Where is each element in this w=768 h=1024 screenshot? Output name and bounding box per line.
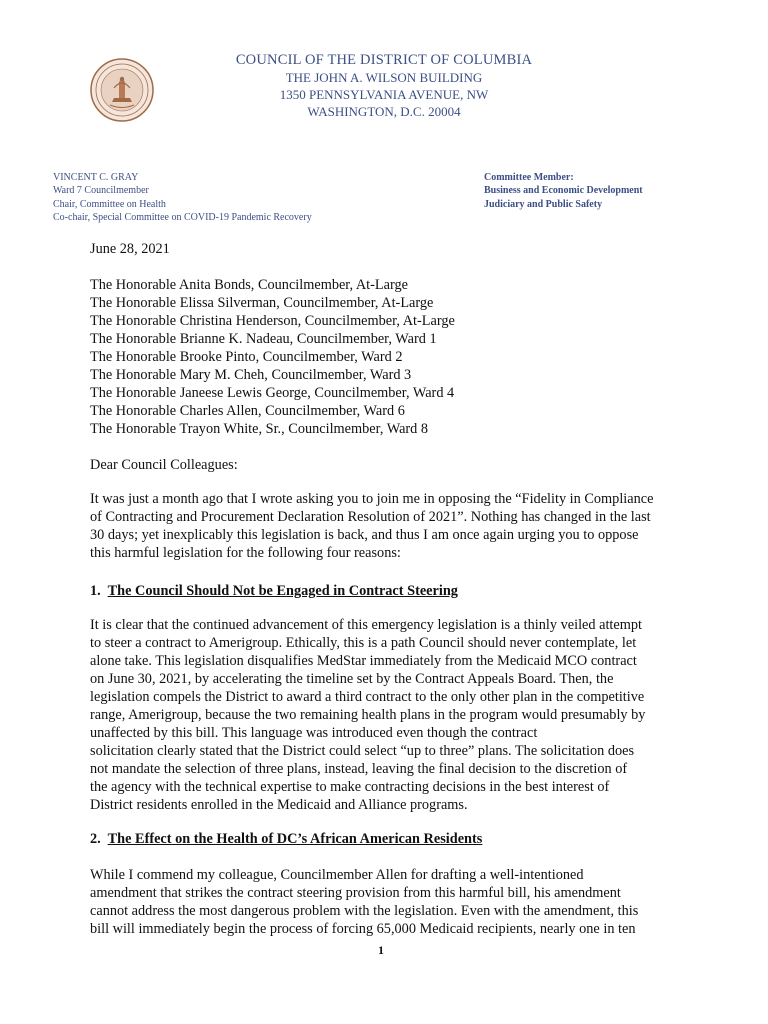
section-number: 1.	[90, 583, 101, 599]
letterhead	[200, 52, 568, 120]
committee-line: Committee Member:	[484, 172, 574, 183]
paragraph-line: It is clear that the continued advancement of this emergency legislation is a thinly veiled attempt	[90, 617, 642, 633]
paragraph-line: solicitation clearly stated that the District could select “up to three” plans. The solicitation does	[90, 743, 635, 759]
paragraph-line: 30 days; yet inexplicably this legislation is back, and thus I am once again urging you to oppose	[90, 527, 639, 543]
section-1-heading	[90, 582, 700, 600]
paragraph-line: on June 30, 2021, by accelerating the timeline set by the Contract Appeals Board. Then, the	[90, 671, 614, 687]
intro-paragraph	[90, 490, 700, 562]
recipient-line: The Honorable Mary M. Cheh, Councilmember, Ward 3	[90, 367, 412, 383]
sender-line: VINCENT C. GRAY	[53, 172, 139, 183]
contract-steering-paragraph	[90, 616, 700, 814]
letter-date: June 28, 2021	[90, 241, 170, 257]
paragraph-line: unaffected by this bill. This language was introduced even though the contract	[90, 725, 538, 741]
section-number: 2.	[90, 831, 101, 847]
sender-line: Chair, Committee on Health	[53, 198, 166, 210]
building-name: THE JOHN A. WILSON BUILDING	[285, 70, 483, 85]
paragraph-line: range, Amerigroup, because the two remaining health plans in the program would presumably by	[90, 707, 646, 723]
committee-line: Judiciary and Public Safety	[484, 198, 603, 210]
sender-line: Ward 7 Councilmember	[53, 185, 149, 197]
sender-block	[53, 171, 312, 224]
section-title: The Council Should Not be Engaged in Contract Steering	[107, 583, 458, 599]
salutation: Dear Council Colleagues:	[90, 457, 238, 473]
section-title: The Effect on the Health of DC’s African American Residents	[107, 831, 483, 847]
paragraph-line: to steer a contract to Amerigroup. Ethically, this is a path Council should never contemplate, let	[90, 635, 637, 651]
paragraph-line: not mandate the selection of three plans, instead, leaving the final decision to the discretion of	[90, 761, 628, 777]
section-2-heading	[90, 830, 700, 848]
street-address: 1350 PENNSYLVANIA AVENUE, NW	[279, 87, 489, 102]
paragraph-line: bill will immediately begin the process of forcing 65,000 Medicaid recipients, nearly one in ten	[90, 921, 636, 937]
recipient-line: The Honorable Christina Henderson, Councilmember, At-Large	[90, 313, 455, 329]
page-number: 1	[378, 943, 384, 957]
recipient-line: The Honorable Brianne K. Nadeau, Councilmember, Ward 1	[90, 331, 437, 347]
recipient-line: The Honorable Anita Bonds, Councilmember, At-Large	[90, 277, 408, 293]
recipient-line: The Honorable Elissa Silverman, Councilmember, At-Large	[90, 295, 434, 311]
committee-block	[484, 171, 643, 211]
paragraph-line: the agency with the technical expertise to make contracting decisions in the best interest of	[90, 779, 610, 795]
recipient-line: The Honorable Trayon White, Sr., Councilmember, Ward 8	[90, 421, 429, 437]
paragraph-line: alone take. This legislation disqualifies MedStar immediately from the Medicaid MCO contract	[90, 653, 637, 669]
recipient-line: The Honorable Brooke Pinto, Councilmember, Ward 2	[90, 349, 403, 365]
recipient-line: The Honorable Charles Allen, Councilmember, Ward 6	[90, 403, 405, 419]
paragraph-line: amendment that strikes the contract steering provision from this harmful bill, his amendment	[90, 885, 621, 901]
sender-line: Co-chair, Special Committee on COVID-19 Pandemic Recovery	[53, 211, 312, 223]
paragraph-line: this harmful legislation for the following four reasons:	[90, 545, 401, 561]
paragraph-line: of Contracting and Procurement Declaration Resolution of 2021”. Nothing has changed in the last	[90, 509, 651, 525]
paragraph-line: It was just a month ago that I wrote asking you to join me in opposing the “Fidelity in Compliance	[90, 491, 654, 507]
committee-line: Business and Economic Development	[484, 185, 643, 197]
city-address: WASHINGTON, D.C. 20004	[307, 104, 461, 119]
health-effect-paragraph	[90, 866, 700, 938]
paragraph-line: District residents enrolled in the Medicaid and Alliance programs.	[90, 797, 468, 813]
paragraph-line: cannot address the most dangerous problem with the legislation. Even with the amendment, this	[90, 903, 639, 919]
paragraph-line: While I commend my colleague, Councilmember Allen for drafting a well-intentioned	[90, 867, 584, 883]
council-name: COUNCIL OF THE DISTRICT OF COLUMBIA	[235, 52, 533, 68]
recipient-list	[90, 276, 700, 438]
recipient-line: The Honorable Janeese Lewis George, Councilmember, Ward 4	[90, 385, 455, 401]
dc-council-seal-icon	[90, 58, 154, 122]
paragraph-line: legislation compels the District to award a third contract to the only other plan in the competitive	[90, 689, 645, 705]
